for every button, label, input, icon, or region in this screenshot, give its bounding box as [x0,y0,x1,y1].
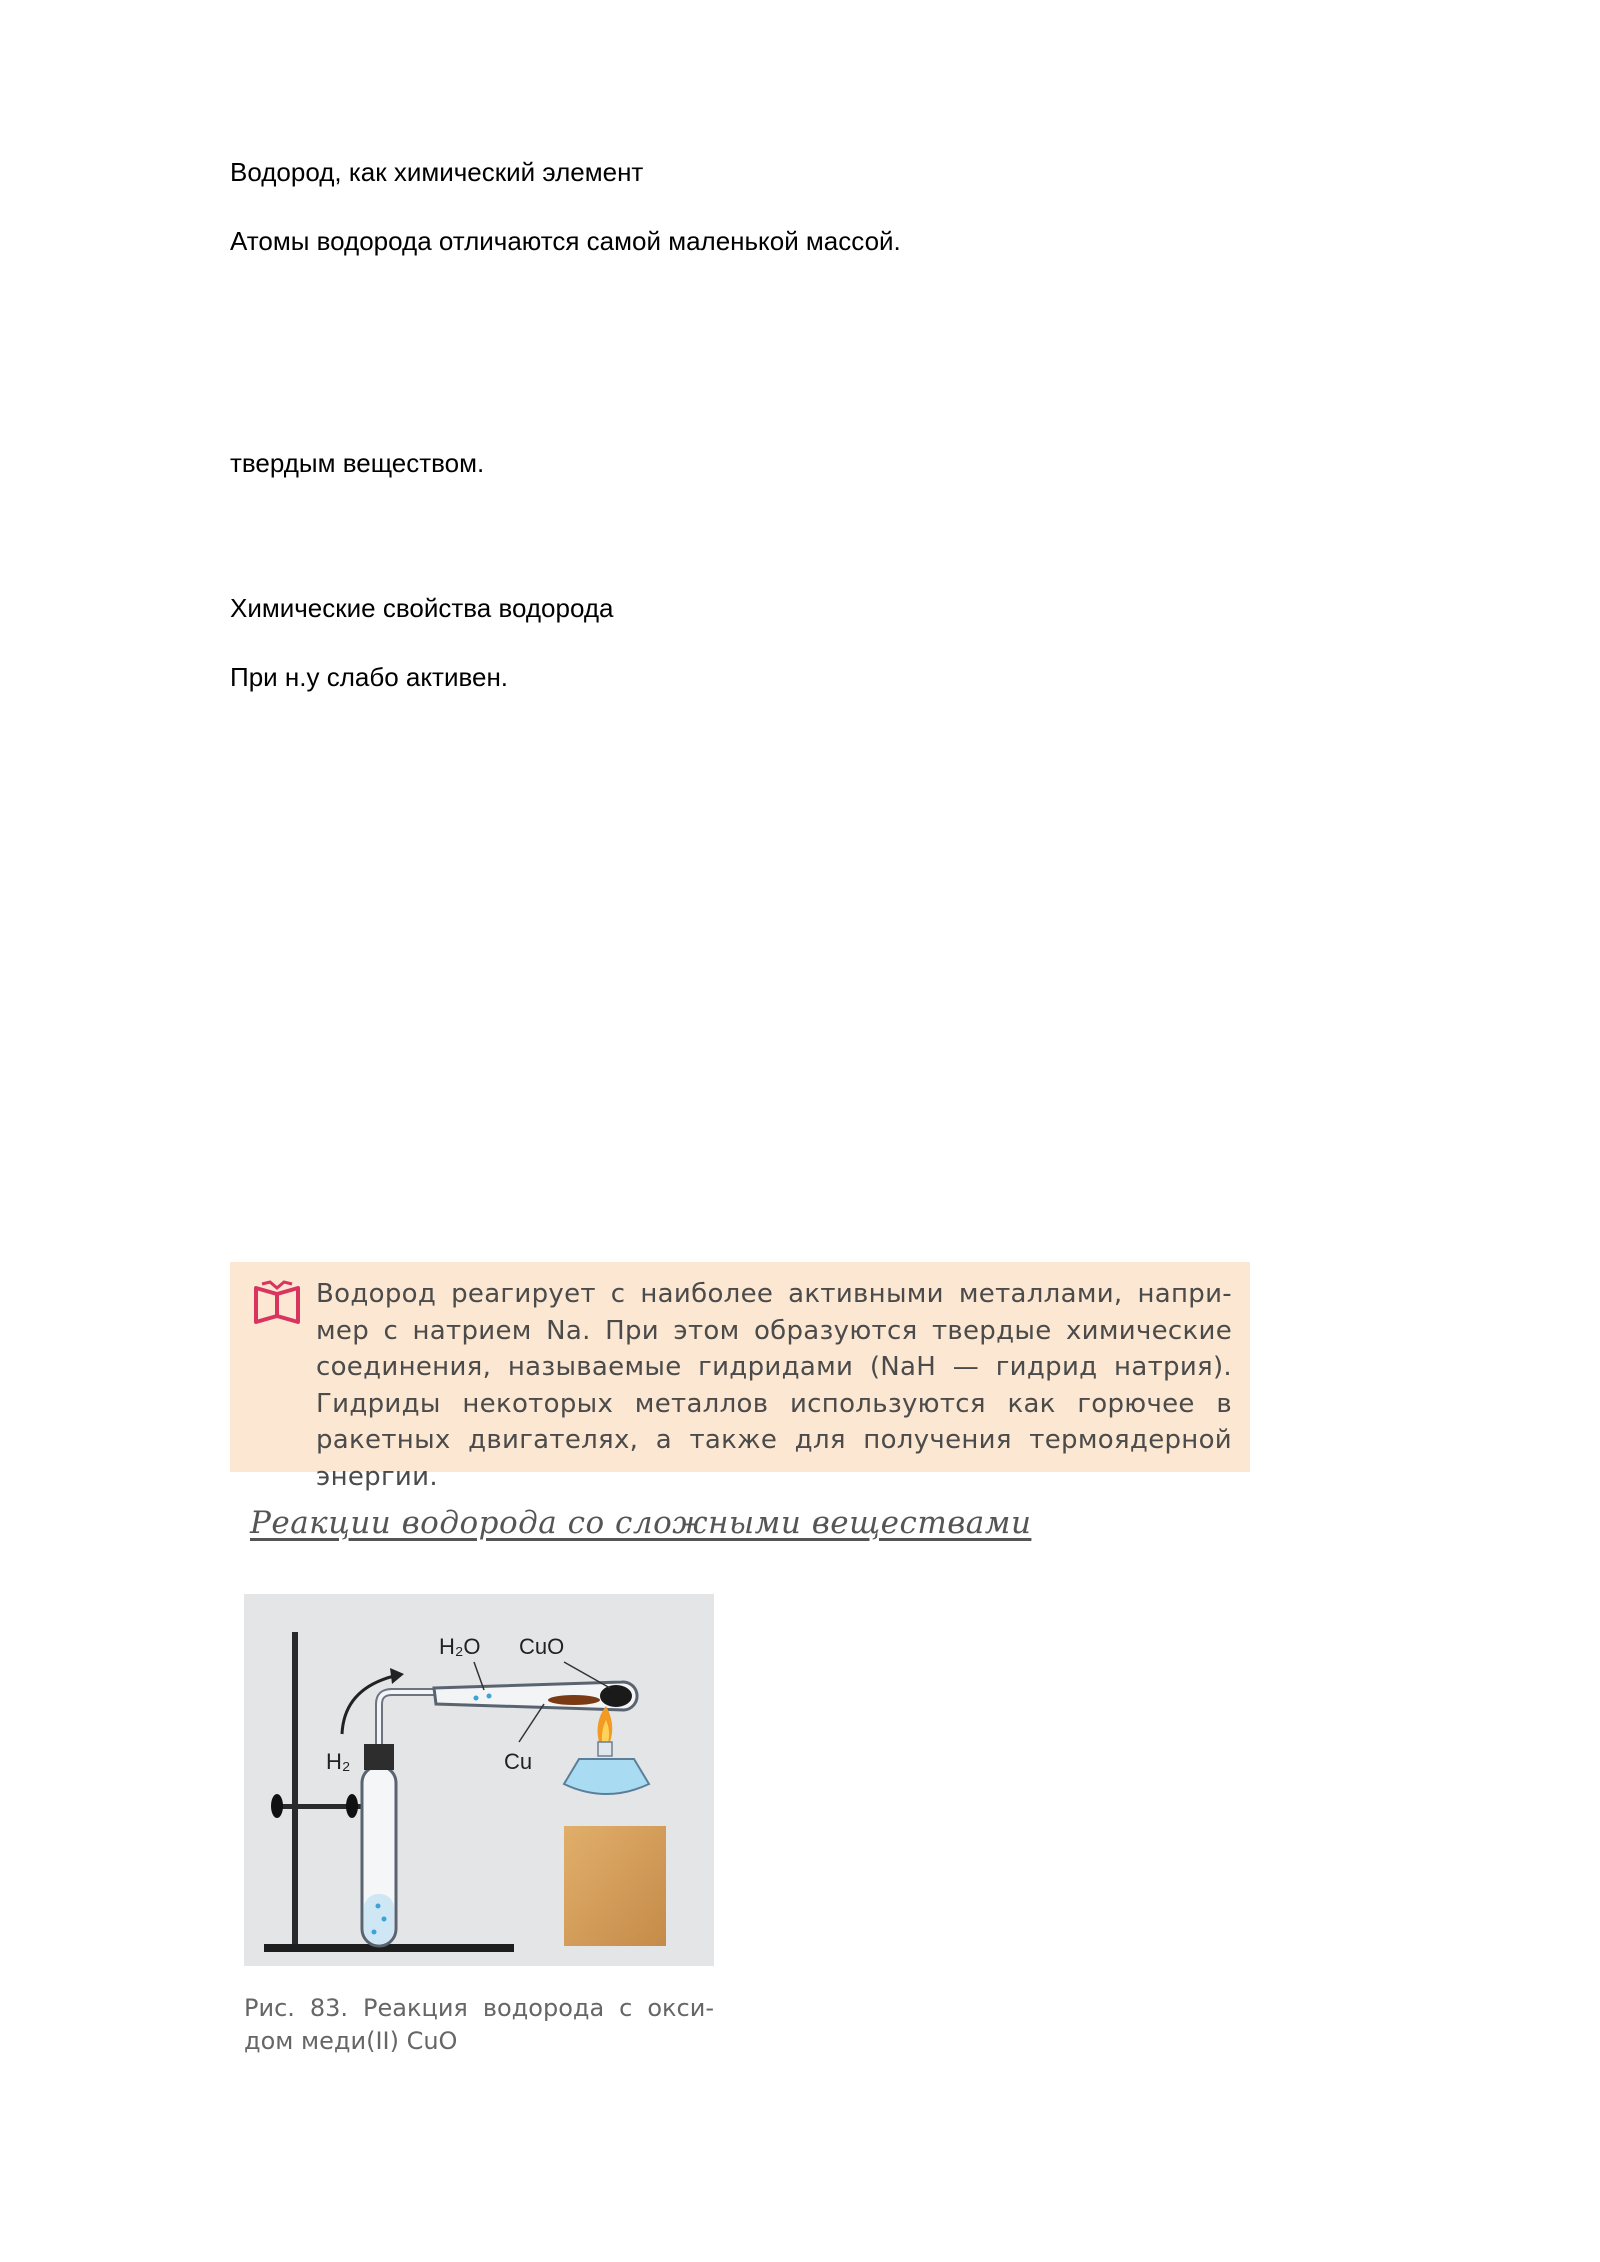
stand-rod [292,1632,298,1952]
tube-liquid [364,1894,394,1944]
stopper [364,1744,394,1770]
clamp-screw-right [346,1794,358,1818]
label-h2o: H₂O [439,1634,481,1659]
paragraph-hydrogen-element: Водород, как химический элемент [230,157,644,187]
info-text-body: Водород реагирует с наиболее активными металлами, напри-мер с натрием Na. При этом образуются твердые химические соединения, называемые гидридами (NaH — гидрид натрия). Гидриды некоторых металлов используются как горючее в ракетных двигателях, а также для получения термоядерной энергии. [316,1279,1232,1492]
label-h2: H₂ [326,1749,351,1774]
clamp-screw-left [271,1794,283,1818]
figure-illustration [244,1594,714,1966]
paragraph-weakly-active: При н.у слабо активен. [230,662,509,692]
paragraph-chemical-properties: Химические свойства водорода [230,593,614,623]
label-cu: Cu [504,1749,533,1774]
section-heading: Реакции водорода со сложными веществами [250,1505,1032,1541]
figure-caption: Рис. 83. Реакция водорода с окси-дом меди(II) CuO [244,1994,714,2055]
spirit-lamp [564,1759,649,1794]
cuo-powder [600,1685,632,1707]
stand-base [264,1944,514,1952]
label-cuo: CuO [519,1634,565,1659]
info-box [230,1262,1250,1492]
paragraph-solid-substance: твердым веществом. [230,448,485,478]
info-text [252,1276,1232,1495]
paragraph-atoms-mass: Атомы водорода отличаются самой маленькой массой. [230,226,901,256]
